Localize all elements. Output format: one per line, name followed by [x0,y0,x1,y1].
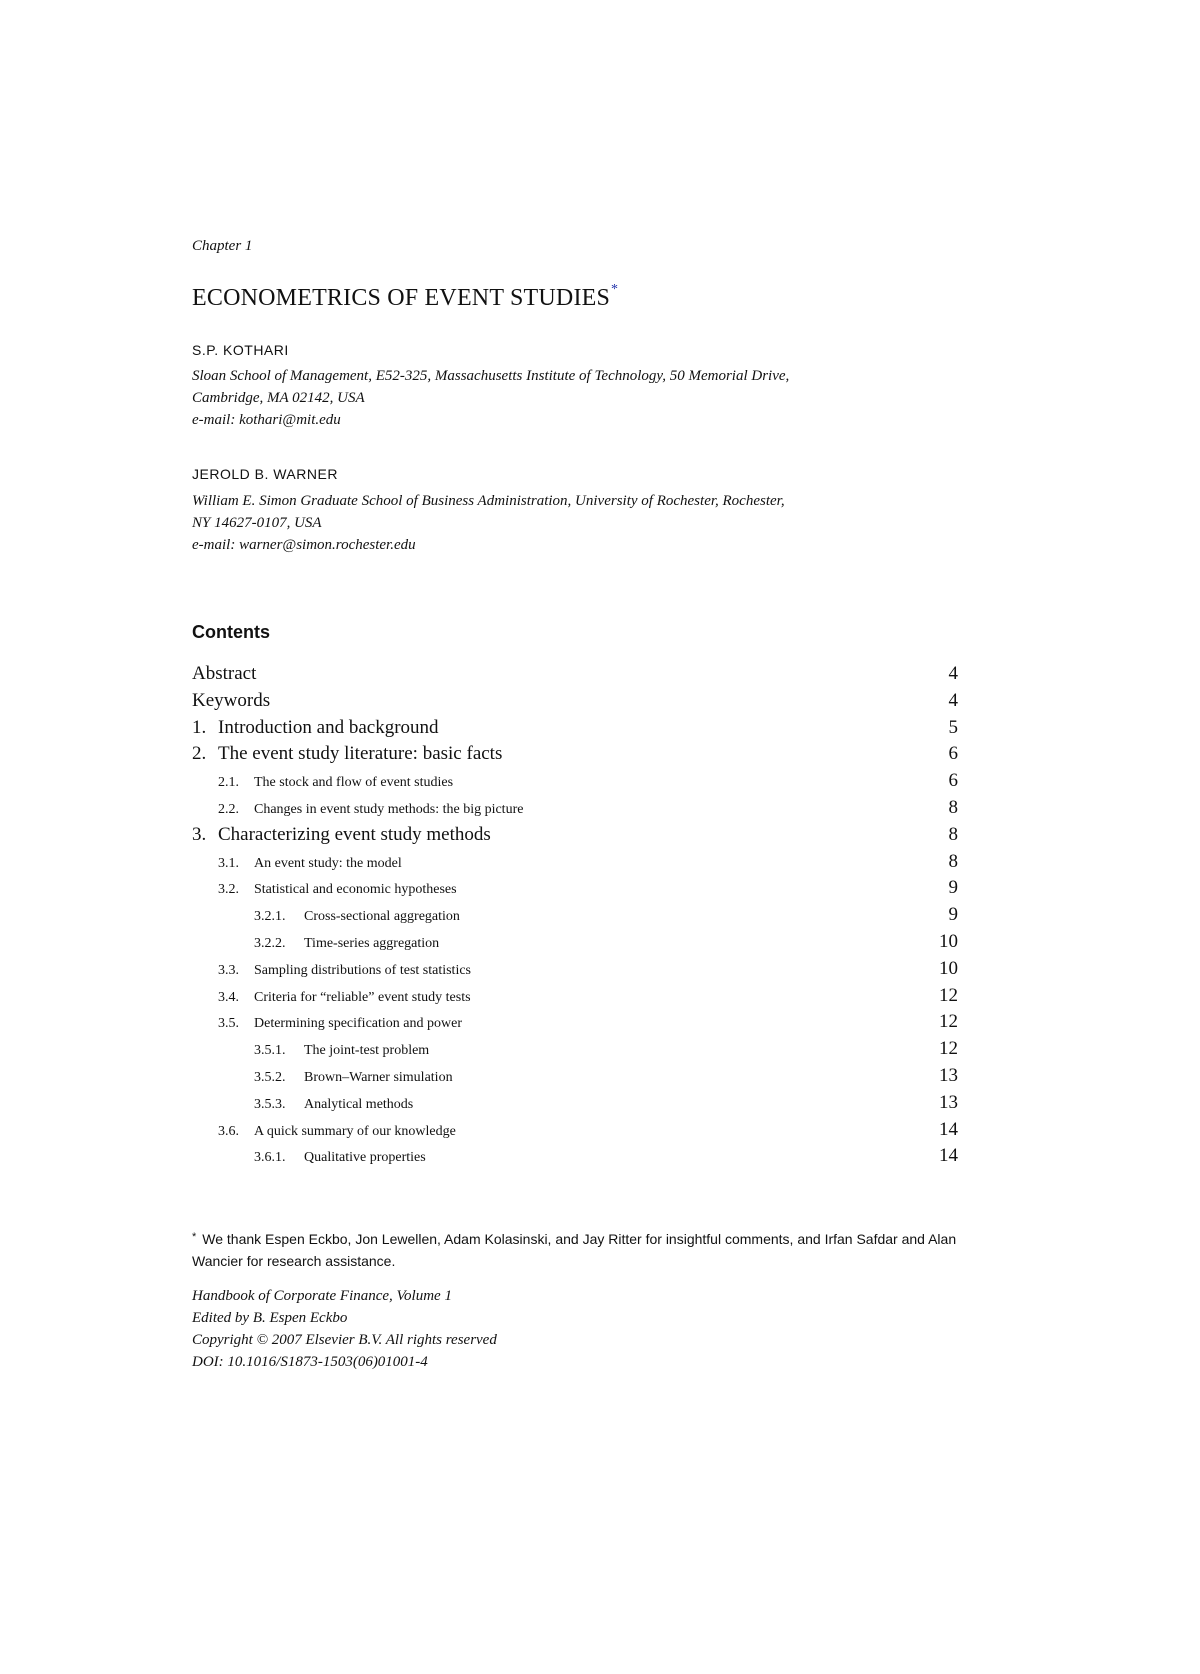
toc-entry-label [254,1043,429,1059]
toc-entry-title: Determining specification and power [254,1016,462,1032]
footnote-text: We thank Espen Eckbo, Jon Lewellen, Adam Kolasinski, and Jay Ritter for insightful comments, and Irfan Safdar and Alan Wancier for research assistance. [192,1231,957,1269]
toc-entry-label [218,1124,456,1140]
table-of-contents [192,663,958,1172]
toc-entry-page: 12 [939,1038,958,1060]
toc-entry-title: Qualitative properties [304,1150,426,1166]
toc-entry-label [254,1150,426,1166]
toc-entry-title: The event study literature: basic facts [218,743,503,765]
contents-heading: Contents [192,622,270,642]
title-footnote-mark[interactable]: * [611,282,619,297]
toc-entry-label [192,824,491,846]
toc-entry-title: Cross-sectional aggregation [304,909,460,925]
toc-entry[interactable] [192,1092,958,1119]
toc-entry-page: 14 [939,1145,958,1167]
toc-entry-label [254,936,439,952]
toc-entry-label [192,717,439,739]
toc-entry-label [218,1016,462,1032]
document-page [192,0,958,1674]
toc-entry[interactable] [192,904,958,931]
toc-entry-number: 2.1. [218,775,239,791]
toc-entry-page: 8 [948,796,958,818]
toc-entry-page: 12 [939,1011,958,1033]
toc-entry-label [218,882,457,898]
toc-entry-page: 9 [948,904,958,926]
toc-entry-title: An event study: the model [254,855,402,871]
toc-entry-title: Keywords [192,689,271,711]
author-email[interactable]: e-mail: kothari@mit.edu [192,412,341,428]
toc-entry-label [254,1097,413,1113]
footnote [192,1228,958,1272]
toc-entry-page: 6 [948,743,958,765]
toc-entry-page: 6 [948,770,958,792]
toc-entry-number: 3.6.1. [254,1150,286,1166]
toc-entry-number: 3.5. [218,1016,239,1032]
author-affiliation-kothari [192,365,958,431]
toc-entry[interactable] [192,958,958,985]
toc-entry-page: 13 [939,1064,958,1086]
toc-entry-number: 3.2.1. [254,909,286,925]
toc-entry-page: 5 [948,716,958,738]
toc-entry-label [254,909,460,925]
toc-entry[interactable] [192,663,958,690]
toc-entry-label [192,663,256,685]
chapter-title [192,282,619,312]
chapter-title-text: ECONOMETRICS OF EVENT STUDIES [192,285,611,311]
toc-entry[interactable] [192,743,958,770]
toc-entry-number: 3.2. [218,882,239,898]
toc-entry-page: 13 [939,1091,958,1113]
affiliation-line: William E. Simon Graduate School of Business Administration, University of Rochester, Rochester, [192,493,785,509]
toc-entry[interactable] [192,1011,958,1038]
affiliation-line: Sloan School of Management, E52-325, Massachusetts Institute of Technology, 50 Memorial Drive, [192,368,790,384]
toc-entry-page: 8 [948,850,958,872]
toc-entry-title: Criteria for “reliable” event study tests [254,989,471,1005]
toc-entry-page: 8 [948,823,958,845]
publication-info [192,1285,497,1373]
publication-editor: Edited by B. Espen Eckbo [192,1310,348,1326]
toc-entry-title: Sampling distributions of test statistics [254,962,471,978]
toc-entry-title: Changes in event study methods: the big picture [254,801,524,817]
toc-entry[interactable] [192,797,958,824]
toc-entry-page: 4 [948,689,958,711]
toc-entry[interactable] [192,1038,958,1065]
toc-entry-label [218,775,453,791]
affiliation-line: Cambridge, MA 02142, USA [192,390,365,406]
publication-copyright: Copyright © 2007 Elsevier B.V. All rights reserved [192,1332,497,1348]
toc-entry[interactable] [192,1145,958,1172]
toc-entry-number: 3.5.2. [254,1069,286,1085]
toc-entry-page: 12 [939,984,958,1006]
toc-entry[interactable] [192,690,958,717]
publication-series: Handbook of Corporate Finance, Volume 1 [192,1288,452,1304]
toc-entry-label [254,1070,453,1086]
toc-entry-number: 1. [192,716,207,738]
toc-entry[interactable] [192,877,958,904]
publication-doi[interactable]: DOI: 10.1016/S1873-1503(06)01001-4 [192,1354,428,1370]
author-affiliation-warner [192,490,958,556]
toc-entry-label [192,690,270,712]
chapter-label: Chapter 1 [192,238,253,254]
footnote-mark: * [192,1231,197,1243]
author-email[interactable]: e-mail: warner@simon.rochester.edu [192,537,416,553]
toc-entry-label [218,856,402,872]
toc-entry-number: 3.2.2. [254,935,286,951]
toc-entry[interactable] [192,931,958,958]
toc-entry-label [218,963,471,979]
toc-entry-page: 9 [948,877,958,899]
toc-entry-title: Brown–Warner simulation [304,1069,453,1085]
toc-entry-title: Characterizing event study methods [218,823,491,845]
author-name-kothari: S.P. KOTHARI [192,342,289,358]
toc-entry-title: Abstract [192,663,257,684]
toc-entry-title: Introduction and background [218,716,439,738]
toc-entry-label [192,743,502,765]
toc-entry-number: 3.5.1. [254,1043,286,1059]
toc-entry-number: 3. [192,823,207,845]
toc-entry-page: 10 [939,957,958,979]
toc-entry-page: 14 [939,1118,958,1140]
toc-entry-page: 10 [939,930,958,952]
toc-entry-page: 4 [948,663,958,684]
toc-entry[interactable] [192,770,958,797]
toc-entry-title: Time-series aggregation [304,935,440,951]
affiliation-line: NY 14627-0107, USA [192,515,322,531]
toc-entry[interactable] [192,851,958,878]
toc-entry-number: 3.1. [218,855,239,871]
toc-entry-number: 3.5.3. [254,1096,286,1112]
toc-entry-number: 2. [192,743,207,765]
author-name-warner: JEROLD B. WARNER [192,466,338,482]
toc-entry[interactable] [192,985,958,1012]
toc-entry[interactable] [192,824,958,851]
toc-entry-label [218,990,471,1006]
toc-entry[interactable] [192,1119,958,1146]
toc-entry-title: A quick summary of our knowledge [254,1123,456,1139]
toc-entry-title: The joint-test problem [304,1043,430,1059]
toc-entry-number: 3.6. [218,1123,239,1139]
toc-entry-title: The stock and flow of event studies [254,775,454,791]
toc-entry-number: 2.2. [218,801,239,817]
toc-entry[interactable] [192,717,958,744]
toc-entry-title: Statistical and economic hypotheses [254,882,457,898]
toc-entry-number: 3.4. [218,989,239,1005]
toc-entry-number: 3.3. [218,962,239,978]
toc-entry[interactable] [192,1065,958,1092]
toc-entry-label [218,802,523,818]
toc-entry-title: Analytical methods [304,1096,414,1112]
